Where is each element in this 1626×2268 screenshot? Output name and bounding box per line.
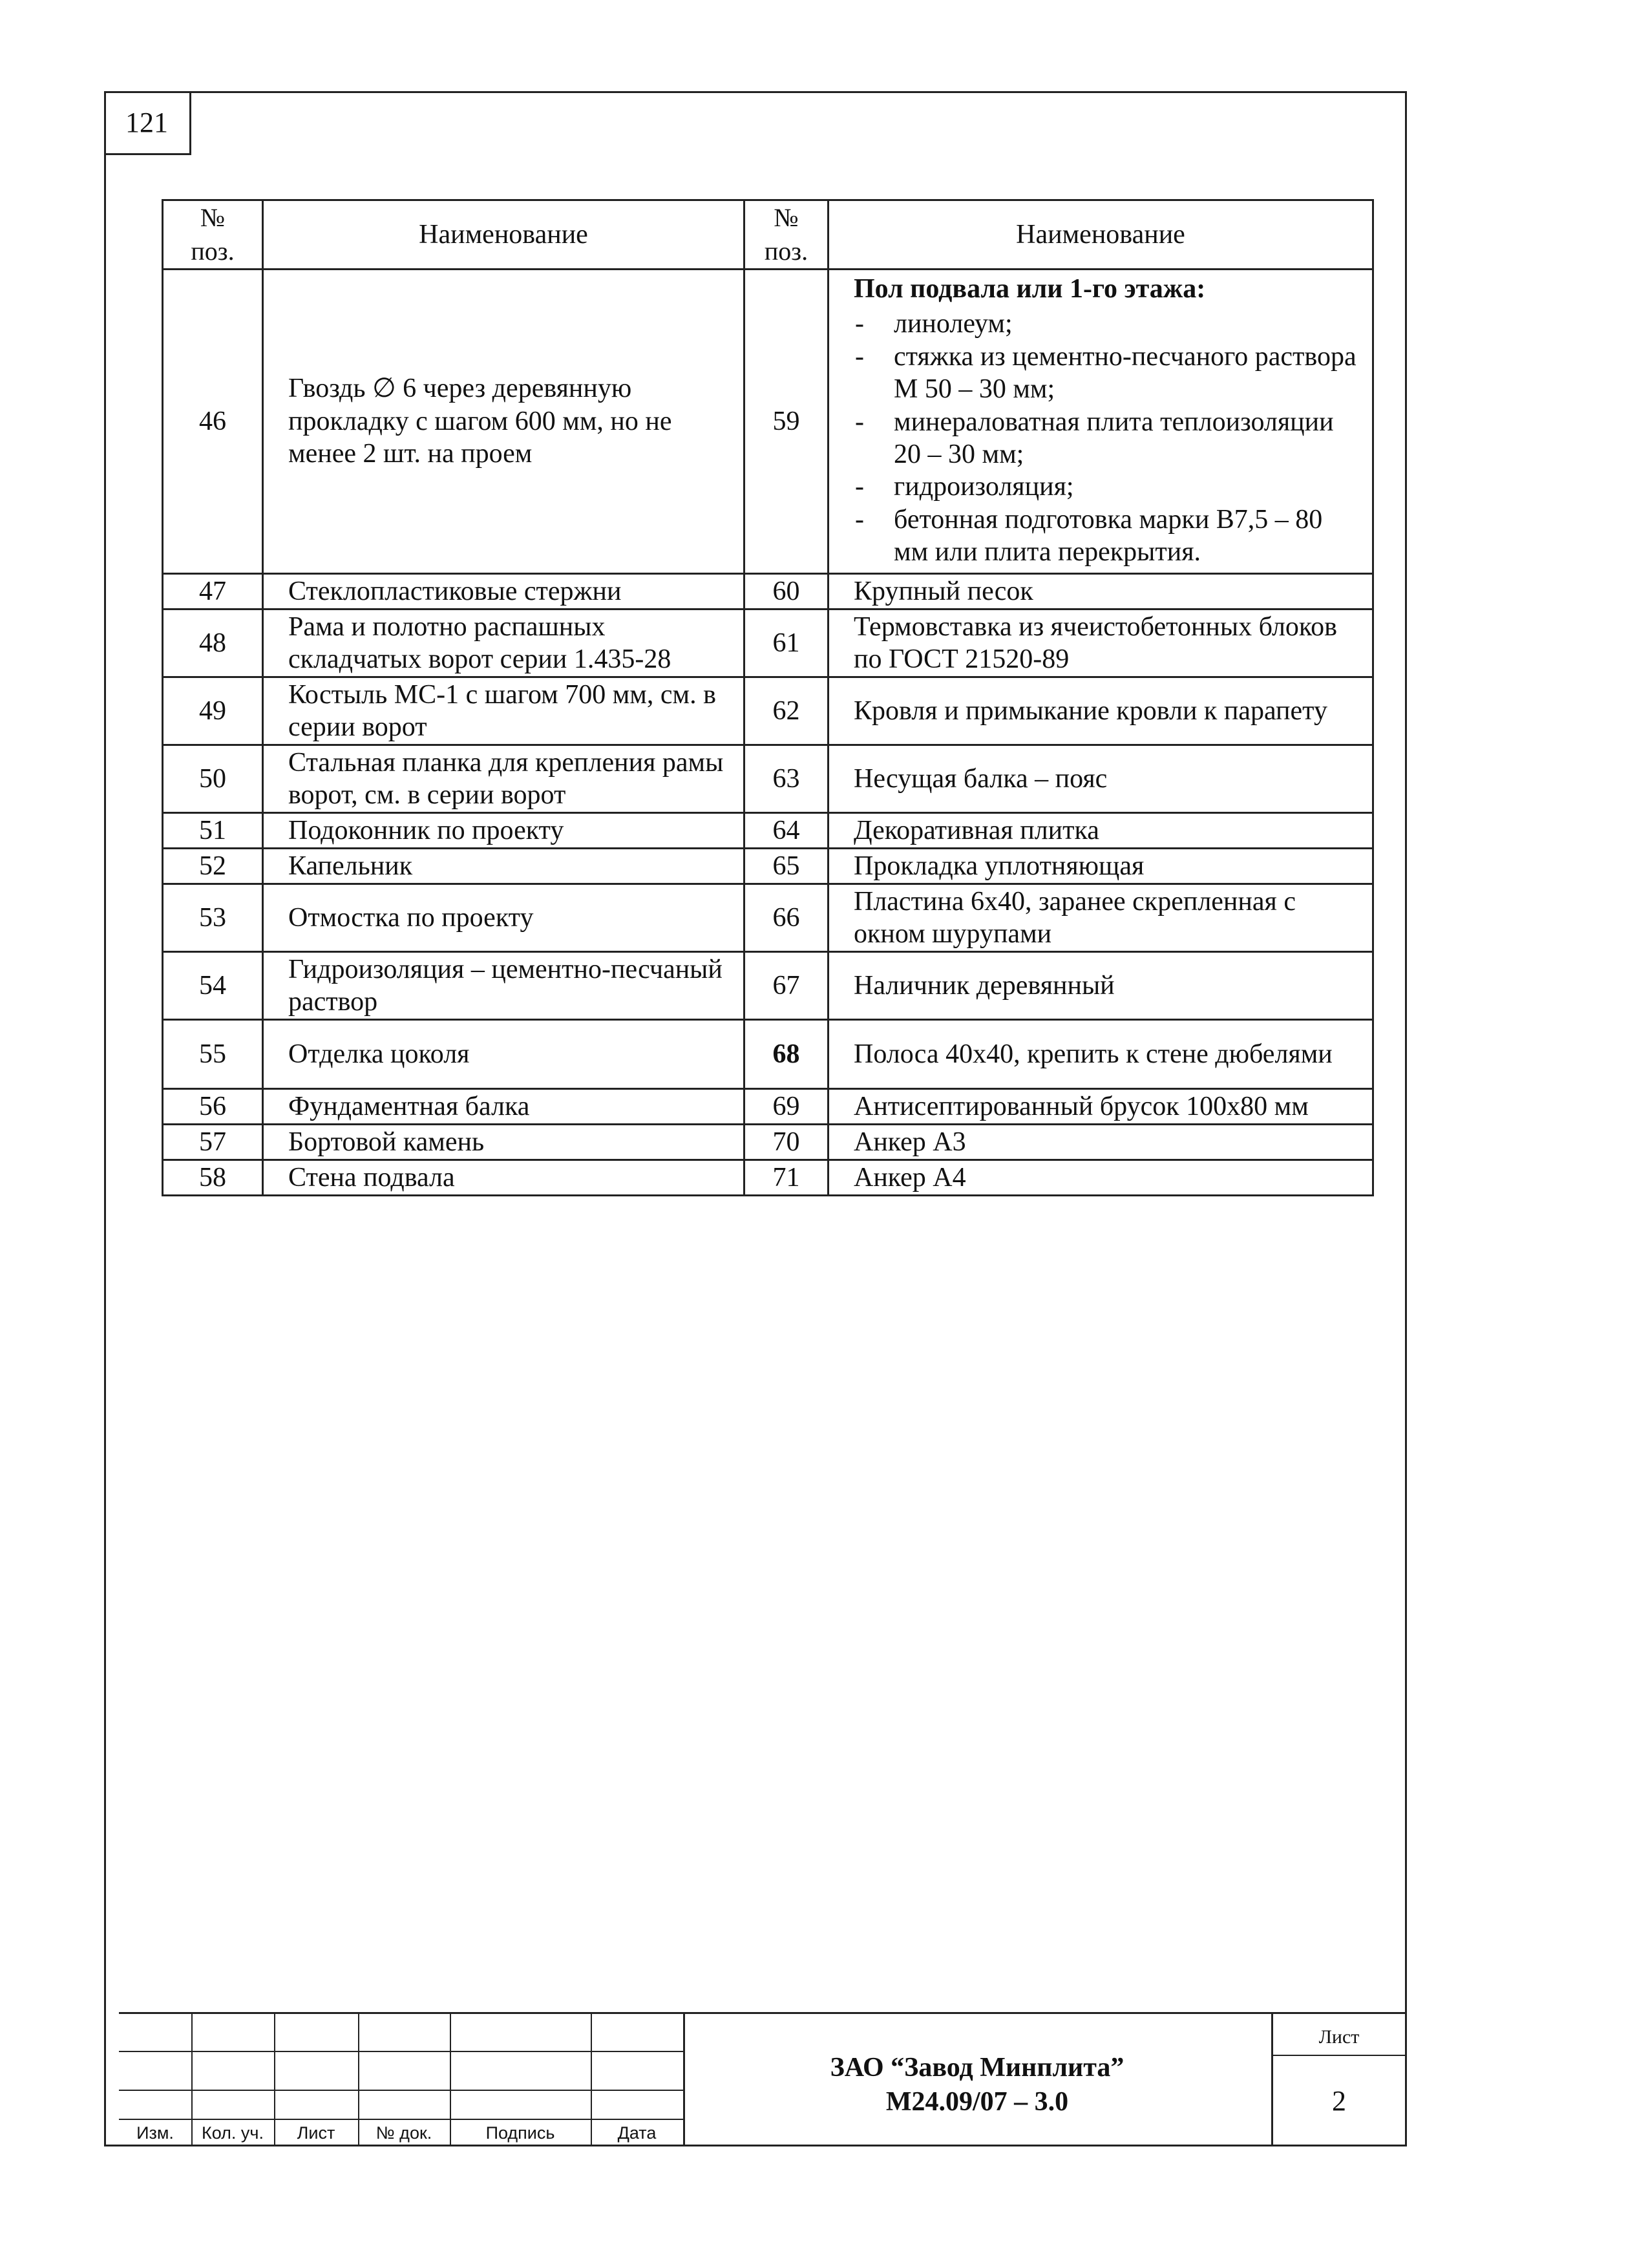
table-header-row xyxy=(163,200,1373,270)
header-pos-label: поз. xyxy=(191,237,235,266)
organization-name: ЗАО “Завод Минплита” xyxy=(830,2053,1124,2083)
item-name: Полоса 40х40, крепить к стене дюбелями xyxy=(829,1020,1373,1089)
table-row xyxy=(163,813,1373,849)
item-name: Костыль МС-1 с шагом 700 мм, см. в серии ворот xyxy=(263,677,744,745)
pos-number: 50 xyxy=(163,745,263,813)
list-item: - бетонная подготовка марки В7,5 – 80 мм или плита перекрытия. xyxy=(854,503,1363,569)
floor-composition xyxy=(829,270,1373,574)
table-row xyxy=(163,849,1373,884)
pos-number: 64 xyxy=(744,813,829,849)
pos-number: 47 xyxy=(163,574,263,609)
pos-number: 70 xyxy=(744,1125,829,1160)
list-item: - линолеум; xyxy=(854,308,1363,340)
pos-number: 66 xyxy=(744,884,829,952)
item-name: Крупный песок xyxy=(829,574,1373,609)
pos-number: 60 xyxy=(744,574,829,609)
header-pos-right xyxy=(744,200,829,270)
header-pos-label: поз. xyxy=(764,237,808,266)
pos-number: 48 xyxy=(163,609,263,677)
specification-table xyxy=(162,199,1374,1196)
stamp-label-date: Дата xyxy=(617,2123,657,2143)
sheet-label: Лист xyxy=(1318,2026,1360,2048)
pos-number: 59 xyxy=(744,270,829,574)
stamp-label-sheet: Лист xyxy=(297,2123,335,2143)
table-row xyxy=(163,574,1373,609)
title-block xyxy=(119,2012,1407,2146)
item-name: Бортовой камень xyxy=(263,1125,744,1160)
floor-layers-list xyxy=(854,308,1363,568)
item-name: Капельник xyxy=(263,849,744,884)
item-name: Подоконник по проекту xyxy=(263,813,744,849)
item-name: Анкер А4 xyxy=(829,1160,1373,1196)
header-pos-left xyxy=(163,200,263,270)
list-item: - минераловатная плита теплоизоляции 20 – 30 мм; xyxy=(854,406,1363,471)
pos-number: 58 xyxy=(163,1160,263,1196)
pos-number: 71 xyxy=(744,1160,829,1196)
pos-number: 52 xyxy=(163,849,263,884)
table-row xyxy=(163,1160,1373,1196)
pos-number: 46 xyxy=(163,270,263,574)
pos-number: 56 xyxy=(163,1089,263,1125)
pos-number: 63 xyxy=(744,745,829,813)
table-row xyxy=(163,609,1373,677)
item-name: Стеклопластиковые стержни xyxy=(263,574,744,609)
pos-number: 54 xyxy=(163,952,263,1020)
item-name: Рама и полотно распашных складчатых ворот серии 1.435-28 xyxy=(263,609,744,677)
pos-number: 51 xyxy=(163,813,263,849)
pos-number: 55 xyxy=(163,1020,263,1089)
header-name-left: Наименование xyxy=(263,200,744,270)
item-name: Гвоздь ∅ 6 через деревянную прокладку с шагом 600 мм, но не менее 2 шт. на проем xyxy=(263,270,744,574)
table-row xyxy=(163,1125,1373,1160)
item-name: Декоративная плитка xyxy=(829,813,1373,849)
list-item: - стяжка из цементно-песчаного раствора М 50 – 30 мм; xyxy=(854,341,1363,406)
table-row xyxy=(163,884,1373,952)
item-name: Пластина 6х40, заранее скрепленная с окном шурупами xyxy=(829,884,1373,952)
pos-number: 49 xyxy=(163,677,263,745)
document-code: М24.09/07 – 3.0 xyxy=(885,2086,1069,2117)
list-item: - гидроизоляция; xyxy=(854,471,1363,503)
page-number: 121 xyxy=(104,91,191,155)
pos-number: 68 xyxy=(744,1020,829,1089)
item-name: Фундаментная балка xyxy=(263,1089,744,1125)
item-name: Несущая балка – пояс xyxy=(829,745,1373,813)
table-row xyxy=(163,1020,1373,1089)
item-name: Анкер А3 xyxy=(829,1125,1373,1160)
item-name: Гидроизоляция – цементно-песчаный раствор xyxy=(263,952,744,1020)
organization-block xyxy=(683,2051,1271,2119)
item-name: Стена подвала xyxy=(263,1160,744,1196)
item-name: Наличник деревянный xyxy=(829,952,1373,1020)
header-num-sign: № xyxy=(200,203,226,232)
item-name: Антисептированный брусок 100х80 мм xyxy=(829,1089,1373,1125)
stamp-label-count: Кол. уч. xyxy=(202,2123,264,2143)
pos-number: 62 xyxy=(744,677,829,745)
table-row xyxy=(163,1089,1373,1125)
pos-number: 53 xyxy=(163,884,263,952)
table-row xyxy=(163,270,1373,574)
floor-title: Пол подвала или 1-го этажа: xyxy=(854,274,1206,304)
stamp-label-signature: Подпись xyxy=(485,2123,555,2143)
header-name-right: Наименование xyxy=(829,200,1373,270)
pos-number: 65 xyxy=(744,849,829,884)
pos-number: 61 xyxy=(744,609,829,677)
pos-number: 69 xyxy=(744,1089,829,1125)
item-name: Термовставка из ячеистобетонных блоков по ГОСТ 21520-89 xyxy=(829,609,1373,677)
header-num-sign: № xyxy=(774,203,799,232)
stamp-label-change: Изм. xyxy=(136,2123,174,2143)
item-name: Прокладка уплотняющая xyxy=(829,849,1373,884)
table-row xyxy=(163,952,1373,1020)
pos-number: 67 xyxy=(744,952,829,1020)
item-name: Отделка цоколя xyxy=(263,1020,744,1089)
item-name: Стальная планка для крепления рамы ворот, см. в серии ворот xyxy=(263,745,744,813)
table-row xyxy=(163,677,1373,745)
table-row xyxy=(163,745,1373,813)
item-name: Отмостка по проекту xyxy=(263,884,744,952)
item-name: Кровля и примыкание кровли к парапету xyxy=(829,677,1373,745)
sheet-number: 2 xyxy=(1332,2085,1346,2117)
stamp-label-doc-no: № док. xyxy=(375,2123,432,2143)
pos-number: 57 xyxy=(163,1125,263,1160)
